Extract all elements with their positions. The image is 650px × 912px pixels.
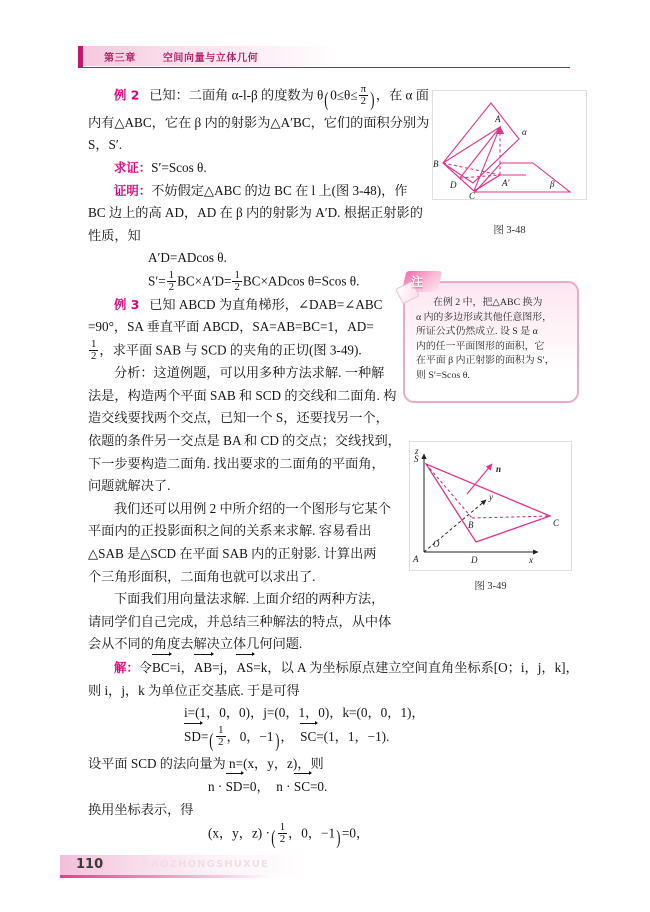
analysis-line3: 造交线要找两个交点，已知一个 S，还要找另一个，: [88, 410, 389, 426]
fig49-label-A: A: [413, 554, 419, 564]
figure-3-48-caption: 图 3-48: [493, 225, 526, 236]
sol-b: =i，: [169, 659, 194, 675]
eq2-c: BC×ADcos θ=Scos θ.: [242, 273, 360, 289]
eq6-c: =0，: [341, 825, 370, 841]
fig49-label-z: z: [415, 446, 419, 456]
example2-line3: S，S′.: [88, 137, 123, 153]
figure-3-49-drawing: [410, 442, 571, 570]
header-chapter: 第三章: [104, 52, 136, 64]
equation-4: [88, 725, 418, 753]
eq6-paren-close: ): [336, 826, 341, 849]
header-rule: [78, 67, 570, 68]
eq2-fraction-2: $\frac{1}{2}$: [234, 269, 240, 294]
header-title: 空间向量与立体几何: [162, 52, 259, 64]
eq5-b: =0，: [242, 779, 270, 795]
page-footer: [60, 855, 310, 877]
fig48-label-beta: β: [550, 179, 555, 189]
solution-line1: [88, 656, 579, 680]
ex2-statement-b: ，在 α 面: [375, 87, 429, 103]
example3-label: 例 3: [114, 296, 140, 312]
fig48-label-D: D: [450, 180, 457, 190]
proof-text: 不妨假定△ABC 的边 BC 在 l 上(图 3-48)，作: [151, 182, 408, 198]
solution-line2: 则 i，j，k 为单位正交基底. 于是可得: [88, 682, 300, 698]
figure-3-48-drawing: [433, 91, 586, 199]
example2-line2: 内有△ABC，它在 β 内的射影为△A′BC，它们的面积分别为: [88, 114, 430, 130]
example3-line3: [88, 339, 418, 363]
vector-bc: BC: [152, 656, 170, 680]
paren-close: ): [370, 89, 375, 112]
eq2-fraction-1: $\frac{1}{2}$: [168, 269, 175, 294]
note-tag-label: 注: [411, 275, 424, 289]
equation-2: [88, 270, 418, 294]
analysis-line2: 法是，构造两个平面 SAB 和 SCD 的交线和二面角. 构: [88, 387, 397, 403]
analysis-line1: 分析：这道例题，可以用多种方法求解. 一种解: [114, 365, 385, 381]
example2-line1: [88, 83, 429, 112]
eq2-a: S′=: [148, 273, 166, 289]
method3-line1: 下面我们用向量法求解. 上面介绍的两种方法，: [114, 591, 385, 607]
note-line-5: 在平面 β 内正射影的面积为 S′，: [416, 355, 555, 367]
example2-label: 例 2: [114, 87, 140, 103]
example3-line2: =90°，SA 垂直平面 ABCD，SA=AB=BC=1，AD=: [88, 319, 374, 335]
note-line-2: α 内的多边形或其他任意图形，: [416, 311, 553, 323]
method3-line2: 请同学们自己完成，并总结三种解法的特点，从中体: [88, 613, 392, 629]
sol-c: =j，: [212, 659, 237, 675]
fig48-label-alpha: α: [522, 127, 527, 137]
vector-sc-2: SC: [294, 775, 310, 799]
qiuzheng-text: S′=Scos θ.: [151, 160, 207, 176]
fig48-label-C: C: [469, 191, 476, 199]
eq5-d: =0.: [310, 779, 328, 795]
qiuzheng-line: [88, 157, 418, 180]
fig48-label-B: B: [433, 159, 439, 169]
eq6-fraction: $\frac{1}{2}$: [279, 820, 286, 845]
normal-vector-line: 设平面 SCD 的法向量为 n=(x，y，z)，则: [88, 755, 324, 771]
vector-ab: AB: [194, 656, 212, 680]
fig49-label-B: B: [468, 520, 474, 530]
fig49-label-C: C: [553, 518, 560, 528]
method2-line1: 我们还可以用例 2 中所介绍的一个图形与它某个: [114, 500, 391, 516]
eq5-a: n ·: [208, 779, 223, 795]
method3-line3: 会从不同的角度去解决立体几何问题.: [88, 636, 303, 652]
ex3-line3-text: ，求平面 SAB 与 SCD 的夹角的正切(图 3-49).: [99, 342, 362, 358]
equation-1-text: A′D=ADcos θ.: [148, 250, 227, 266]
ex2-statement-a: 已知：二面角 α-l-β 的度数为 θ: [149, 87, 324, 103]
eq4-fraction: $\frac{1}{2}$: [218, 723, 224, 749]
proof-line1: [88, 180, 418, 203]
pi-over-2-fraction: $\frac{\pi}{2}$: [360, 83, 367, 108]
footer-underline: [60, 875, 275, 878]
vector-as: AS: [236, 656, 253, 680]
header-accent-bar: [78, 46, 83, 67]
note-line-4: 内的任一平面图形的面积，它: [416, 340, 545, 352]
eq4-d: =(1，1，−1).: [316, 728, 390, 744]
eq6-b: ，0，−1: [288, 825, 336, 841]
note-line-6: 则 S′=Scos θ.: [416, 369, 470, 381]
footer-watermark: GAOZHONGSHUXUE: [142, 859, 269, 870]
eq4-c: ，: [280, 728, 294, 744]
one-half-fraction: $\frac{1}{2}$: [91, 337, 97, 362]
analysis-line5: 下一步要构造二面角. 找出要求的二面角的平面角，: [88, 455, 385, 471]
eq4-paren-close: ): [274, 730, 280, 753]
analysis-line4: 依题的条件另一交点是 BA 和 CD 的交点；交线找到，: [88, 432, 401, 448]
method2-line4: 个三角形面积，二面角也就可以求出了.: [88, 568, 316, 584]
eq4-b: ，0，−1: [226, 728, 274, 744]
page-header: [78, 46, 570, 68]
note-line-3: 所证公式仍然成立. 设 S 是 α: [416, 326, 538, 338]
equation-6: [88, 822, 418, 850]
fig49-label-D: D: [471, 555, 478, 565]
method2-line3: △SAB 是△SCD 在平面 SAB 内的正射影. 计算出两: [88, 545, 377, 561]
fig49-label-S: S: [414, 454, 419, 464]
fig49-label-O: O: [433, 539, 440, 549]
eq5-c: n ·: [276, 779, 291, 795]
equation-1: [88, 247, 418, 270]
analysis-line6: 问题就解决了.: [88, 478, 171, 494]
eq4-a: =: [200, 728, 209, 744]
proof-line2: BC 边上的高 AD，AD 在 β 内的射影为 A′D. 根据正射影的: [88, 205, 423, 221]
fig48-label-A: A: [495, 114, 501, 124]
sol-d: =k，以 A 为坐标原点建立空间直角坐标系[O；i，j，k]，: [253, 659, 579, 675]
note-line-1: 在例 2 中，把△ABC 换为: [433, 297, 543, 308]
note-box: [403, 275, 579, 403]
eq2-b: BC×A′D=: [177, 273, 232, 289]
page-number: 110: [76, 857, 104, 872]
fig49-label-x: x: [529, 555, 533, 565]
paren-open: (: [324, 89, 329, 112]
equation-5: [88, 775, 418, 799]
figure-3-49: [409, 441, 572, 571]
note-body: [416, 296, 572, 384]
eq6-a: (x，y，z) ·: [208, 825, 270, 841]
proof-line3: 性质，知: [88, 227, 141, 243]
figure-3-48: [432, 90, 587, 200]
qiuzheng-label: 求证：: [114, 160, 152, 176]
fig49-label-n: n: [496, 464, 502, 474]
vector-sc: SC: [300, 725, 316, 749]
eq4-paren-open: (: [209, 730, 214, 753]
method2-line2: 平面内的正投影面积之间的关系来求解. 容易看出: [88, 523, 372, 539]
ex2-cond: 0≤θ≤: [330, 87, 358, 103]
figure-3-49-caption: 图 3-49: [474, 581, 507, 592]
fig49-label-y: y: [489, 492, 493, 502]
sol-a: 令: [138, 659, 152, 675]
header-tab: [78, 46, 339, 66]
ex3-statement: 已知 ABCD 为直角梯形，∠DAB=∠ABC: [149, 296, 383, 312]
example3-line1: [88, 294, 418, 317]
coordinate-form-line: 换用坐标表示，得: [88, 802, 194, 818]
eq6-paren-open: (: [271, 826, 276, 849]
vector-sd: SD: [184, 725, 201, 749]
solution-label: 解：: [114, 659, 139, 675]
fig48-label-Aprime: A′: [502, 178, 510, 188]
equation-3: i=(1，0，0)，j=(0，1，0)，k=(0，0，1)，: [184, 705, 425, 721]
proof-label: 证明：: [114, 182, 152, 198]
vector-sd-2: SD: [226, 775, 243, 799]
